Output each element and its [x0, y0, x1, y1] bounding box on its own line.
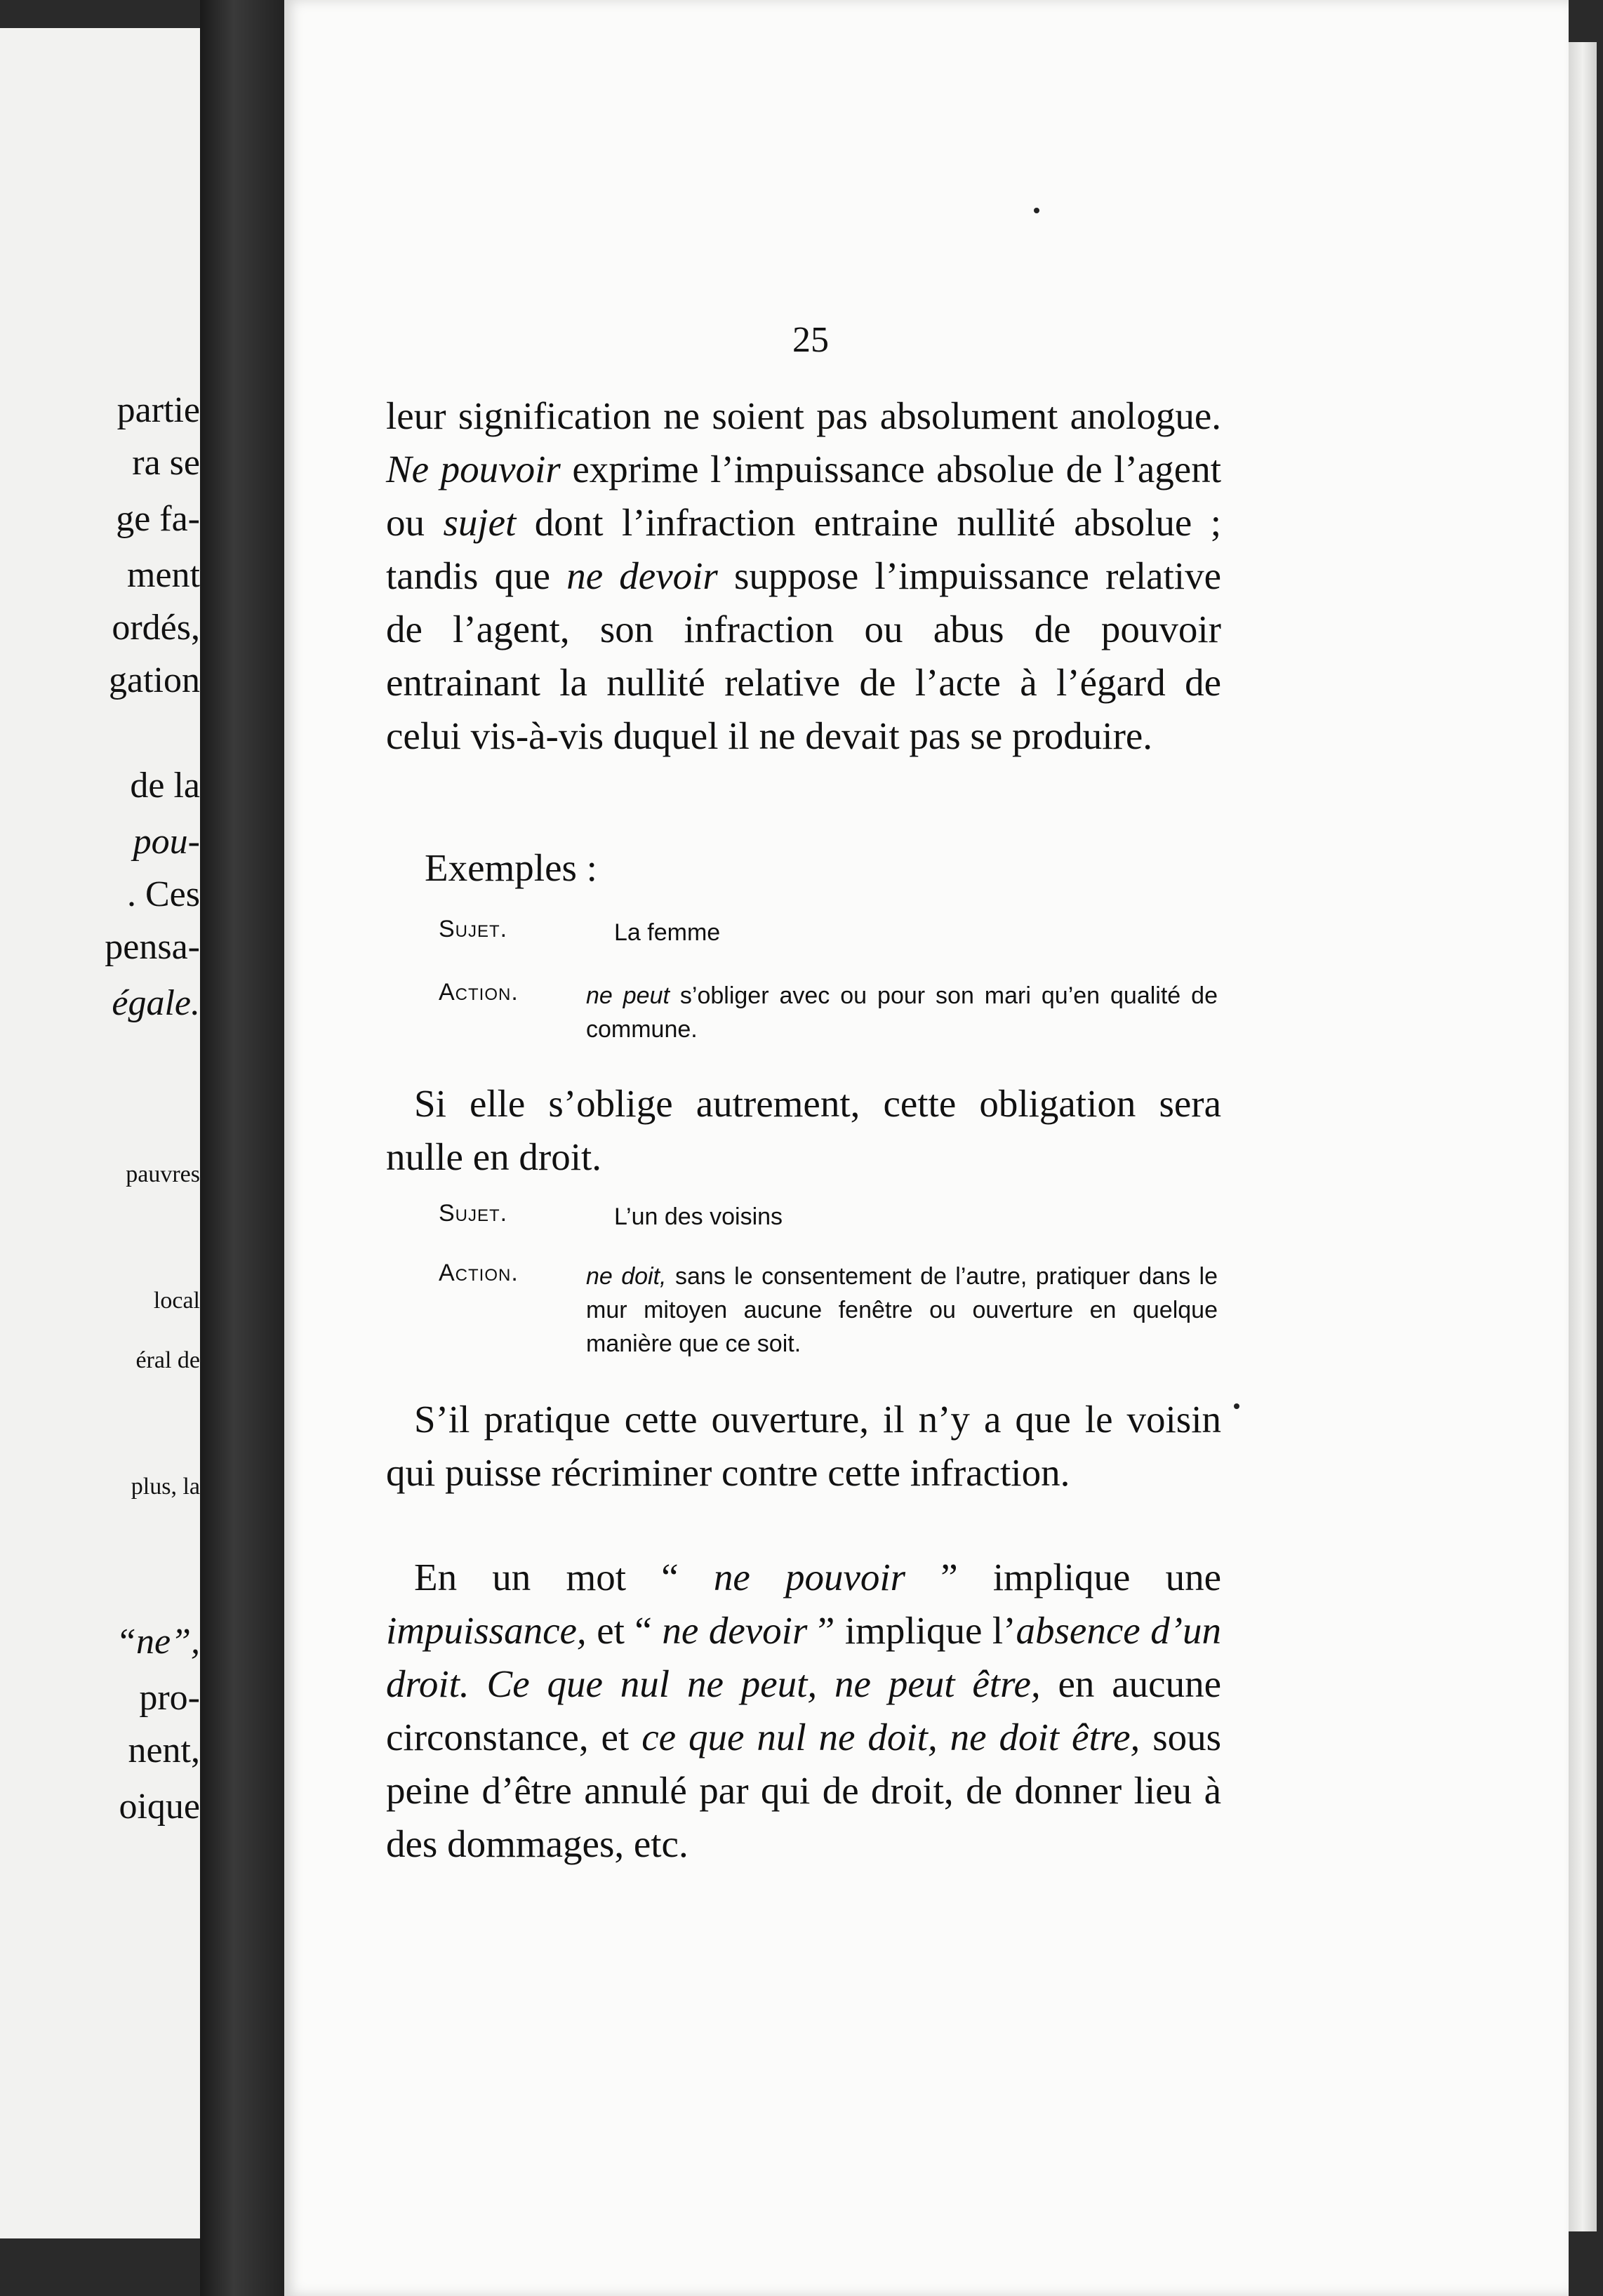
- examples-heading: Exemples :: [425, 846, 597, 889]
- paragraph-1-emphasis-2: sujet: [443, 501, 517, 544]
- facing-page-line: pou-: [133, 822, 200, 862]
- example-2-action-body: sans le consentement de l’autre, pratiquer dans le mur mitoyen aucune fenêtre ou ouverture en quelque manière que ce soit.: [586, 1263, 1218, 1357]
- example-1-action-emphasis: ne peut: [586, 982, 670, 1009]
- facing-page-line: ordés,: [112, 608, 200, 648]
- paragraph-4-text-3: et “: [586, 1609, 663, 1652]
- facing-page-line: pauvres: [126, 1161, 200, 1187]
- paragraph-4-emphasis-4: absence d’un droit. Ce que nul ne peut, ne peut être,: [386, 1609, 1222, 1705]
- page-edge: [1569, 42, 1597, 2231]
- example-1-action-body: s’obliger avec ou pour son mari qu’en qualité de commune.: [586, 982, 1218, 1043]
- facing-page-line: pro-: [139, 1678, 200, 1718]
- paragraph-1-emphasis-3: ne devoir: [566, 554, 718, 597]
- facing-page-line: oique: [119, 1787, 200, 1827]
- paragraph-1-emphasis-1: Ne pouvoir: [386, 448, 561, 490]
- facing-page-line: de la: [130, 766, 200, 806]
- paragraph-1-text-4: suppose l’impuissance relative de l’agent, son infraction ou abus de pouvoir entrainant la nullité relative de l’acte à l’égard de celui vis-à-vis duquel il ne devait pas se produire.: [386, 554, 1221, 757]
- paragraph-4-emphasis-5: ce que nul ne doit, ne doit être,: [641, 1716, 1140, 1758]
- facing-page-line: éral de: [135, 1347, 200, 1373]
- example-1-action-term: Action.: [439, 979, 519, 1006]
- paragraph-1-text-2: exprime l’impuissance absolue de l’agent ou: [386, 448, 1221, 544]
- paragraph-2: Si elle s’oblige autrement, cette obligation sera nulle en droit.: [386, 1082, 1221, 1178]
- paragraph-4: [386, 1551, 1221, 1871]
- example-2-action-text: [586, 1260, 1218, 1361]
- facing-page-line: local: [153, 1288, 200, 1314]
- paragraph-4-text-5: en aucune circonstance, et: [386, 1662, 1221, 1758]
- paragraph-4-emphasis-3: ne devoir: [662, 1609, 808, 1652]
- book-gutter: [200, 0, 284, 2296]
- facing-page-line: “ne”,: [116, 1622, 200, 1662]
- facing-page-line: nent,: [128, 1730, 200, 1770]
- ink-speck: [1234, 1403, 1239, 1409]
- facing-page-line: pensa-: [105, 927, 200, 967]
- page-number: 25: [792, 320, 829, 360]
- facing-page-line: plus, la: [131, 1474, 200, 1500]
- facing-page-line: ra se: [132, 443, 200, 483]
- facing-page-line: partie: [117, 390, 200, 430]
- facing-page-line: ge fa-: [116, 499, 200, 539]
- paragraph-4-text-6: sous peine d’être annulé par qui de droit, de donner lieu à des dommages, etc.: [386, 1716, 1222, 1865]
- paragraph-4-text-1: En un mot “: [414, 1556, 714, 1598]
- example-2-subject-text: L’un des voisins: [614, 1203, 783, 1230]
- example-1-subject-term: Sujet.: [439, 916, 508, 942]
- paragraph-1-text-3: dont l’infraction entraine nullité absolue ; tandis que: [386, 501, 1222, 597]
- example-1-action-text: [586, 979, 1218, 1046]
- paragraph-3: S’il pratique cette ouverture, il n’y a que le voisin qui puisse récriminer contre cette infraction.: [386, 1398, 1221, 1494]
- facing-page-line: égale.: [112, 983, 200, 1023]
- example-2-action-term: Action.: [439, 1260, 519, 1286]
- paragraph-1: [386, 389, 1221, 763]
- paragraph-4-emphasis-2: impuissance,: [386, 1609, 587, 1652]
- paragraph-4-emphasis-1: ne pouvoir: [713, 1556, 906, 1598]
- example-1-subject-text: La femme: [614, 919, 721, 946]
- paragraph-1-text-1: leur signification ne soient pas absolument anologue.: [386, 394, 1221, 437]
- facing-page-line: ment: [127, 555, 200, 595]
- ink-speck: [1034, 208, 1039, 213]
- facing-page-line: gation: [109, 660, 200, 700]
- paragraph-4-text-2: ” implique une: [905, 1556, 1221, 1598]
- facing-page: [0, 28, 200, 2238]
- paragraph-4-text-4: ” implique l’: [807, 1609, 1016, 1652]
- example-2-subject-term: Sujet.: [439, 1200, 508, 1227]
- example-2-action-emphasis: ne doit,: [586, 1263, 667, 1290]
- facing-page-line: . Ces: [127, 874, 200, 914]
